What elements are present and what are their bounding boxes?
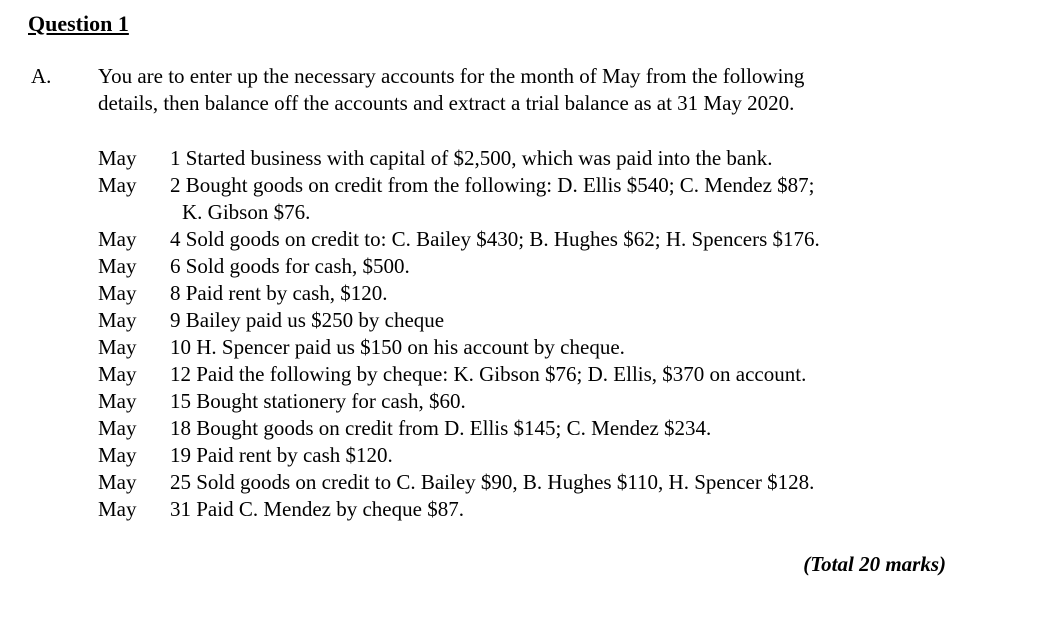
part-label: A. [31, 64, 52, 88]
transaction-entry [98, 361, 958, 388]
transaction-entry [98, 226, 958, 253]
transaction-text: 4 Sold goods on credit to: C. Bailey $430; B. Hughes $62; H. Spencers $176. [170, 227, 820, 251]
transaction-text: 19 Paid rent by cash $120. [170, 443, 393, 467]
transaction-text: 10 H. Spencer paid us $150 on his account by cheque. [170, 335, 625, 359]
transaction-month: May [98, 362, 137, 386]
transaction-entry [98, 496, 958, 523]
question-title: Question 1 [28, 11, 129, 36]
transaction-entry [98, 415, 958, 442]
transaction-entry [98, 469, 958, 496]
instructions [98, 63, 918, 117]
transaction-entry [98, 442, 958, 469]
transaction-text-line: 2 Bought goods on credit from the following: D. Ellis $540; C. Mendez $87; [170, 173, 815, 197]
transaction-text: 9 Bailey paid us $250 by cheque [170, 308, 445, 332]
transaction-entry [98, 307, 958, 334]
transaction-text: 6 Sold goods for cash, $500. [170, 254, 410, 278]
transaction-entry [98, 172, 958, 226]
transaction-month: May [98, 416, 137, 440]
transaction-month: May [98, 308, 137, 332]
total-marks: (Total 20 marks) [803, 552, 946, 576]
transaction-entry [98, 334, 958, 361]
transaction-entry [98, 145, 958, 172]
transaction-text: 31 Paid C. Mendez by cheque $87. [170, 497, 464, 521]
transaction-text: 18 Bought goods on credit from D. Ellis $145; C. Mendez $234. [170, 416, 712, 440]
transaction-text [170, 172, 958, 226]
transaction-month: May [98, 470, 137, 494]
transaction-month: May [98, 389, 137, 413]
transaction-text-continuation: K. Gibson $76. [182, 200, 311, 224]
transaction-list [98, 145, 958, 523]
transaction-month: May [98, 335, 137, 359]
transaction-text: 1 Started business with capital of $2,500, which was paid into the bank. [170, 146, 773, 170]
transaction-month: May [98, 443, 137, 467]
transaction-entry [98, 253, 958, 280]
transaction-entry [98, 388, 958, 415]
transaction-month: May [98, 227, 137, 251]
transaction-month: May [98, 281, 137, 305]
instruction-line: details, then balance off the accounts and extract a trial balance as at 31 May 2020. [98, 91, 795, 115]
transaction-month: May [98, 146, 137, 170]
transaction-month: May [98, 254, 137, 278]
transaction-entry [98, 280, 958, 307]
transaction-text: 25 Sold goods on credit to C. Bailey $90, B. Hughes $110, H. Spencer $128. [170, 470, 815, 494]
transaction-month: May [98, 173, 137, 197]
transaction-text: 15 Bought stationery for cash, $60. [170, 389, 466, 413]
transaction-text: 8 Paid rent by cash, $120. [170, 281, 388, 305]
transaction-month: May [98, 497, 137, 521]
instruction-line: You are to enter up the necessary accounts for the month of May from the following [98, 64, 805, 88]
transaction-text: 12 Paid the following by cheque: K. Gibson $76; D. Ellis, $370 on account. [170, 362, 807, 386]
